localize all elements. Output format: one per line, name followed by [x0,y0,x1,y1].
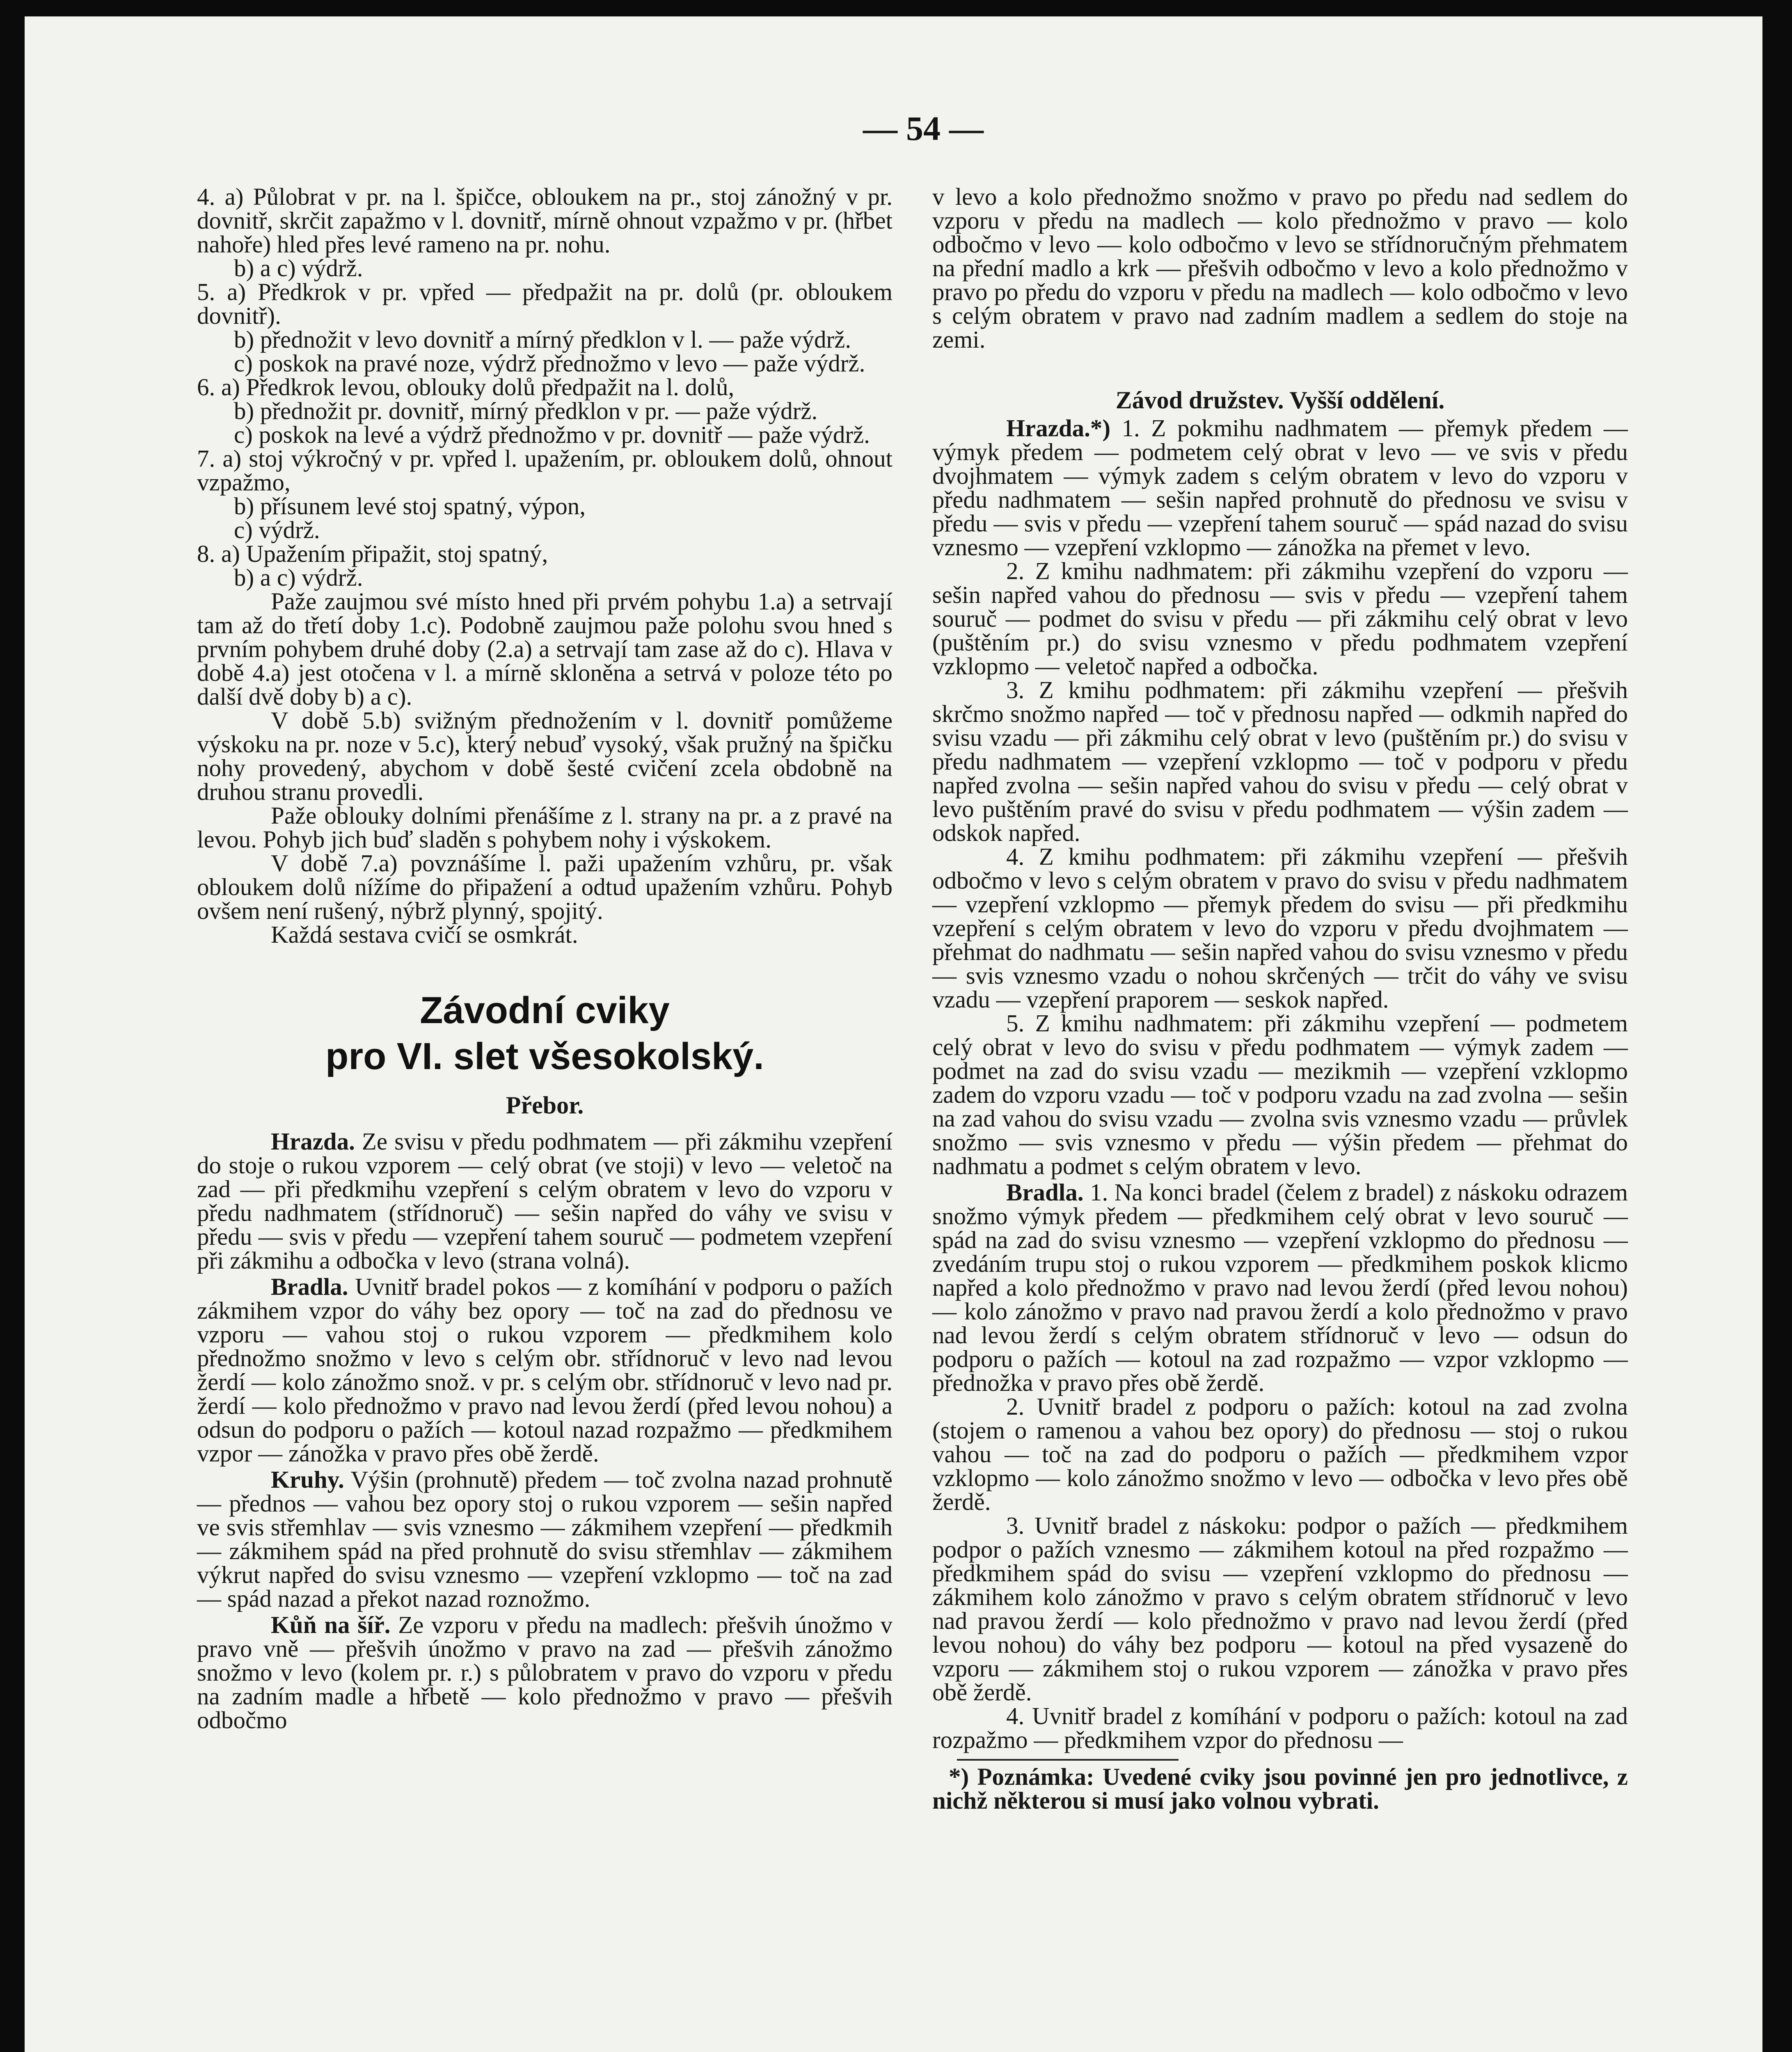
section-title-line1: Závodní cviky [420,989,670,1031]
exercise-4a: 4. a) Půlobrat v pr. na l. špičce, obloukem na pr., stoj zánožný v pr. dovnitř, skrčit zapažmo v l. dovnitř, mírně ohnout vzpažmo v pr. (hřbet nahoře) hled přes levé rameno na pr. nohu. [197,183,893,258]
exercise-6b: b) přednožit pr. dovnitř, mírný předklon v pr. — paže výdrž. [234,397,818,424]
subheading-zavod-druzstev: Závod družstev. Vyšší oddělení. [1115,387,1445,414]
exercise-6a: 6. a) Předkrok levou, oblouky dolů předpažit na l. dolů, [197,373,735,401]
section-text: 1. Z pokmihu nadhmatem — přemyk předem — výmyk předem — podmetem celý obrat v levo — ve svis v předu dvojhmatem — výmyk zadem s celým obratem v levo do vzporu v předu nadhmatem — sešin napřed prohnutě do přednosu ve svisu v předu — svis v předu — vzepření tahem souruč — spád nazad do svisu vznesmo — vzepření vzklopmo — zánožka na přemet v levo. [932,415,1628,561]
exercise-4b: b) a c) výdrž. [234,254,363,282]
exercise-8b: b) a c) výdrž. [234,564,363,591]
bradla-item-3: 3. Uvnitř bradel z náskoku: podpor o pažích — předkmihem podpor o pažích vznesmo — zákmihem kotoul na před rozpažmo — předkmihem spád do svisu — vzepření vzklopmo do přednosu — zákmihem kolo zánožmo v pravo s celým obratem střídnoruč v levo nad pravou žerdí — kolo přednožmo v pravo nad levou žerdí (před levou nohou) do váhy bez podporu — kotoul na před vysazeně do vzporu — zákmihem stoj o rukou vzporem — zánožka v pravo přes obě žerdě. [932,1512,1628,1706]
section-kun-na-sir [197,1613,893,1732]
section-title-line2: pro VI. slet všesokolský. [325,1035,764,1077]
exercise-5c: c) poskok na pravé noze, výdrž přednožmo v levo — paže výdrž. [234,350,865,377]
section-lead: Bradla. [271,1273,348,1300]
note-paragraph: V době 7.a) povznášíme l. paži upažením vzhůru, pr. však obloukem dolů nížíme do připažení a odtud upažením vzhůru. Pohyb ovšem není rušený, nýbrž plynný, spojitý. [197,850,893,924]
hrazda-item-2: 2. Z kmihu nadhmatem: při zákmihu vzepření do vzporu — sešin napřed vahou do přednosu — svis v předu — vzepření tahem souruč — podmet do svisu v předu — při zákmihu celý obrat v levo (puštěním pr.) do svisu vznesmo v předu podhmatem vzepření vzklopmo — veletoč napřed a odbočka. [932,557,1628,680]
subheading-prebor: Přebor. [506,1092,584,1119]
exercise-5b: b) přednožit v levo dovnitř a mírný předklon v l. — paže výdrž. [234,326,851,353]
section-lead: Hrazda.*) [1006,415,1110,442]
section-lead: Hrazda. [271,1128,355,1155]
left-column [197,185,893,1732]
hrazda-item-5: 5. Z kmihu nadhmatem: při zákmihu vzepření — podmetem celý obrat v levo do svisu v předu podhmatem — výmyk zadem — podmet na zad do svisu vzadu — mezikmih — vzepření vzklopmo zadem do vzporu vzadu — toč v podporu vzadu na zad zvolna — sešin na zad vahou do svisu vzadu — zvolna svis vznesmo vzadu — průvlek snožmo — svis vznesmo v předu — výšin předem — přehmat do nadhmatu a podmet s celým obratem v levo. [932,1010,1628,1179]
right-column [932,185,1628,1812]
footnote-divider [957,1759,1179,1761]
exercise-7a: 7. a) stoj výkročný v pr. vpřed l. upažením, pr. obloukem dolů, ohnout vzpažmo, [197,445,893,496]
section-text: 1. Na konci bradel (čelem z bradel) z náskoku odrazem snožmo výmyk předem — předkmihem celý obrat v levo souruč — spád na zad do svisu vznesmo — vzepření vzklopmo do přednosu — zvedáním trupu stoj o rukou vzporem — předkmihem poskok klicmo napřed a kolo přednožmo v pravo nad levou žerdí (před levou nohou) — kolo zánožmo v pravo nad pravou žerdí a kolo přednožmo v pravo nad levou žerdí s celým obratem střídnoruč v levo — odsun do podporu o pažích — kotoul na zad rozpažmo — vzpor vzklopmo — přednožka v pravo přes obě žerdě. [932,1179,1628,1396]
exercise-5a: 5. a) Předkrok v pr. vpřed — předpažit na pr. dolů (pr. obloukem dovnitř). [197,278,893,329]
section-lead: Kůň na šíř. [271,1611,391,1638]
page-number: — 54 — [863,110,984,148]
section-hrazda [197,1129,893,1272]
note-paragraph: Paže oblouky dolními přenášíme z l. strany na pr. a z pravé na levou. Pohyb jich buď sladěn s pohybem nohy i výskokem. [197,802,893,853]
exercise-6c: c) poskok na levé a výdrž přednožmo v pr. dovnitř — paže výdrž. [234,421,870,448]
hrazda-item-4: 4. Z kmihu podhmatem: při zákmihu vzepření — přešvih odbočmo v levo s celým obratem v pravo do svisu v předu nadhmatem — vzepření vzklopmo — přemyk předem do svisu — při předkmihu vzepření s celým obratem v levo do vzporu v předu dvojhmatem — přehmat do nadhmatu — sešin napřed vahou do svisu vznesmo v předu — svis vznesmo vzadu o nohou skrčených — trčit do váhy ve svisu vzadu — vzepření praporem — seskok napřed. [932,843,1628,1013]
document-page [25,16,1762,2052]
exercise-8a: 8. a) Upažením připažit, stoj spatný, [197,540,548,567]
bradla-item-4: 4. Uvnitř bradel z komíhání v podporu o pažích: kotoul na zad rozpažmo — předkmihem vzpor do přednosu — [932,1702,1628,1753]
exercise-7b: b) přísunem levé stoj spatný, výpon, [234,492,586,520]
hrazda-item-1 [932,416,1628,559]
bradla-item-1 [932,1180,1628,1395]
section-lead: Kruhy. [271,1466,344,1493]
hrazda-item-3: 3. Z kmihu podhmatem: při zákmihu vzepření — přešvih skrčmo snožmo napřed — toč v přednosu napřed — odkmih napřed do svisu vzadu — při zákmihu celý obrat v levo (puštěním pr.) do svisu v předu nadhmatem — vzepření vzklopmo — toč v podporu v předu napřed zvolna — sešin napřed vahou do svisu v předu — celý obrat v levo puštěním pravé do svisu v předu podhmatem — výšin zadem — odskok napřed. [932,676,1628,846]
section-bradla [197,1275,893,1465]
section-text: Ze vzporu v předu na madlech: přešvih únožmo v pravo vně — přešvih únožmo v pravo na zad — přešvih zánožmo snožmo v levo (kolem pr. r.) s půlobratem v pravo do vzporu v předu na zadním madle a hřbetě — kolo přednožmo v pravo — přešvih odbočmo [197,1611,893,1734]
section-text: Uvnitř bradel pokos — z komíhání v podporu o pažích zákmihem vzpor do váhy bez opory — toč na zad do přednosu ve vzporu — vahou stoj o rukou vzporem — předkmihem kolo přednožmo snožmo v levo s celým obr. střídnoruč v levo nad levou žerdí — kolo zánožmo snož. v pr. s celým obr. střídnoruč v levo nad pr. žerdí — kolo přednožmo v pravo nad levou žerdí (před levou nohou) a odsun do podporu o pažích — kotoul nazad rozpažmo — předkmihem vzpor — zánožka v pravo přes obě žerdě. [197,1273,893,1467]
section-text: Výšin (prohnutě) předem — toč zvolna nazad prohnutě — přednos — vahou bez opory stoj o rukou vzporem — sešin napřed ve svis střemhlav — svis vznesmo — zákmihem vzepření — předkmih — zákmihem spád na před prohnutě do svisu střemhlav — zákmihem výkrut napřed do svisu vznesmo — vzepření vzklopmo — toč na zad — spád nazad a překot nazad roznožmo. [197,1466,893,1612]
section-lead: Bradla. [1006,1179,1084,1206]
continuation-paragraph: v levo a kolo přednožmo snožmo v pravo po předu nad sedlem do vzporu v předu na madlech — kolo přednožmo v pravo — kolo odbočmo v levo — kolo odbočmo v levo se střídnoručným přehmatem na přední madlo a krk — přešvih odbočmo v levo a kolo přednožmo v pravo po předu do vzporu v předu na madlech — kolo odbočmo v levo s celým obratem v pravo nad zadním madlem a sedlem do stoje na zemi. [932,183,1628,353]
footnote: *) Poznámka: Uvedené cviky jsou povinné jen pro jednotlivce, z nichž některou si musí jako volnou vybrati. [932,1763,1628,1814]
section-kruhy [197,1468,893,1610]
section-text: Ze svisu v předu podhmatem — při zákmihu vzepření do stoje o rukou vzporem — celý obrat (ve stoji) v levo — veletoč na zad — při předkmihu vzepření s celým obratem v levo do vzporu v předu nadhmatem (střídnoruč) — sešin napřed do váhy ve svisu v předu — svis v předu — vzepření tahem souruč — podmetem vzepření při zákmihu a odbočka v levo (strana volná). [197,1128,893,1274]
note-paragraph: Paže zaujmou své místo hned při prvém pohybu 1.a) a setrvají tam až do třetí doby 1.c). Podobně zaujmou paže polohu svou hned s prvním pohybem druhé doby (2.a) a setrvají tam zase až do c). Hlava v době 4.a) jest otočena v l. a mírně skloněna a setrvá v poloze této po další dvě doby b) a c). [197,588,893,710]
note-paragraph: Každá sestava cvičí se osmkrát. [271,921,578,948]
exercise-7c: c) výdrž. [234,516,320,543]
note-paragraph: V době 5.b) svižným přednožením v l. dovnitř pomůžeme výskoku na pr. noze v 5.c), který nebuď vysoký, však pružný na špičku nohy provedený, abychom v době šesté cvičení zcela obdobně na druhou stranu provedli. [197,707,893,805]
bradla-item-2: 2. Uvnitř bradel z podporu o pažích: kotoul na zad zvolna (stojem o ramenou a vahou bez opory) do přednosu — stoj o rukou vahou — toč na zad do podporu o pažích — předkmihem vzpor vzklopmo — kolo zánožmo snožmo v levo — odbočka v levo přes obě žerdě. [932,1393,1628,1515]
